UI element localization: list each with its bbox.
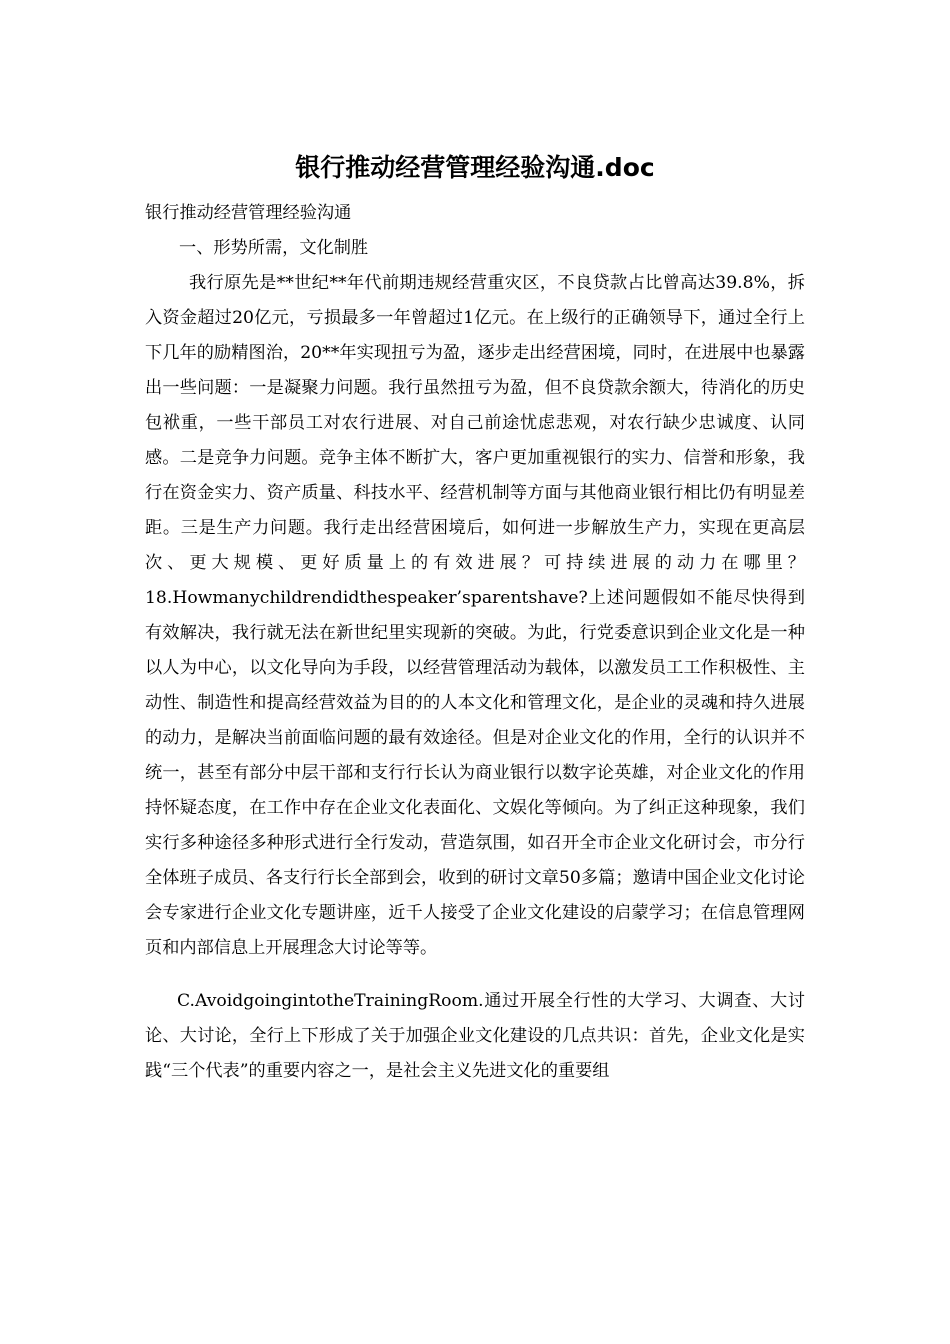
section-heading: 一、形势所需，文化制胜 [179,238,369,258]
body-paragraph-2: C.AvoidgoingintotheTrainingRoom.通过开展全行性的大学习、大调查、大讨论、大讨论，全行上下形成了关于加强企业文化建设的几点共识：首先，企业文化是实践“三个代表”的重要内容之一，是社会主义先进文化的重要组 [145,991,805,1081]
body-paragraph-1: 我行原先是**世纪**年代前期违规经营重灾区，不良贷款占比曾高达39.8%，拆入资金超过20亿元，亏损最多一年曾超过1亿元。在上级行的正确领导下，通过全行上下几年的励精图治，20**年实现扭亏为盈，逐步走出经营困境，同时，在进展中也暴露出一些问题：一是凝聚力问题。我行虽然扭亏为盈，但不良贷款余额大，待消化的历史包袱重，一些干部员工对农行进展、对自己前途忧虑悲观，对农行缺少忠诚度、认同感。二是竞争力问题。竞争主体不断扩大，客户更加重视银行的实力、信誉和形象，我行在资金实力、资产质量、科技水平、经营机制等方面与其他商业银行相比仍有明显差距。三是生产力问题。我行走出经营困境后，如何进一步解放生产力，实现在更高层次、更大规模、更好质量上的有效进展？可持续进展的动力在哪里？18.Howmanychildrendidthespeaker’sparentshave?上述问题假如不能尽快得到有效解决，我行就无法在新世纪里实现新的突破。为此，行党委意识到企业文化是一种以人为中心，以文化导向为手段，以经营管理活动为载体，以激发员工工作积极性、主动性、制造性和提高经营效益为目的的人本文化和管理文化，是企业的灵魂和持久进展的动力，是解决当前面临问题的最有效途径。但是对企业文化的作用，全行的认识并不统一，甚至有部分中层干部和支行行长认为商业银行以数字论英雄，对企业文化的作用持怀疑态度，在工作中存在企业文化表面化、文娱化等倾向。为了纠正这种现象，我们实行多种途径多种形式进行全行发动，营造氛围，如召开全市企业文化研讨会，市分行全体班子成员、各支行行长全部到会，收到的研讨文章50多篇；邀请中国企业文化讨论会专家进行企业文化专题讲座，近千人接受了企业文化建设的启蒙学习；在信息管理网页和内部信息上开展理念大讨论等等。 [145,273,805,958]
document-subtitle: 银行推动经营管理经验沟通 [145,203,352,223]
document-title: 银行推动经营管理经验沟通.doc [295,153,655,182]
document-body [145,196,805,1089]
